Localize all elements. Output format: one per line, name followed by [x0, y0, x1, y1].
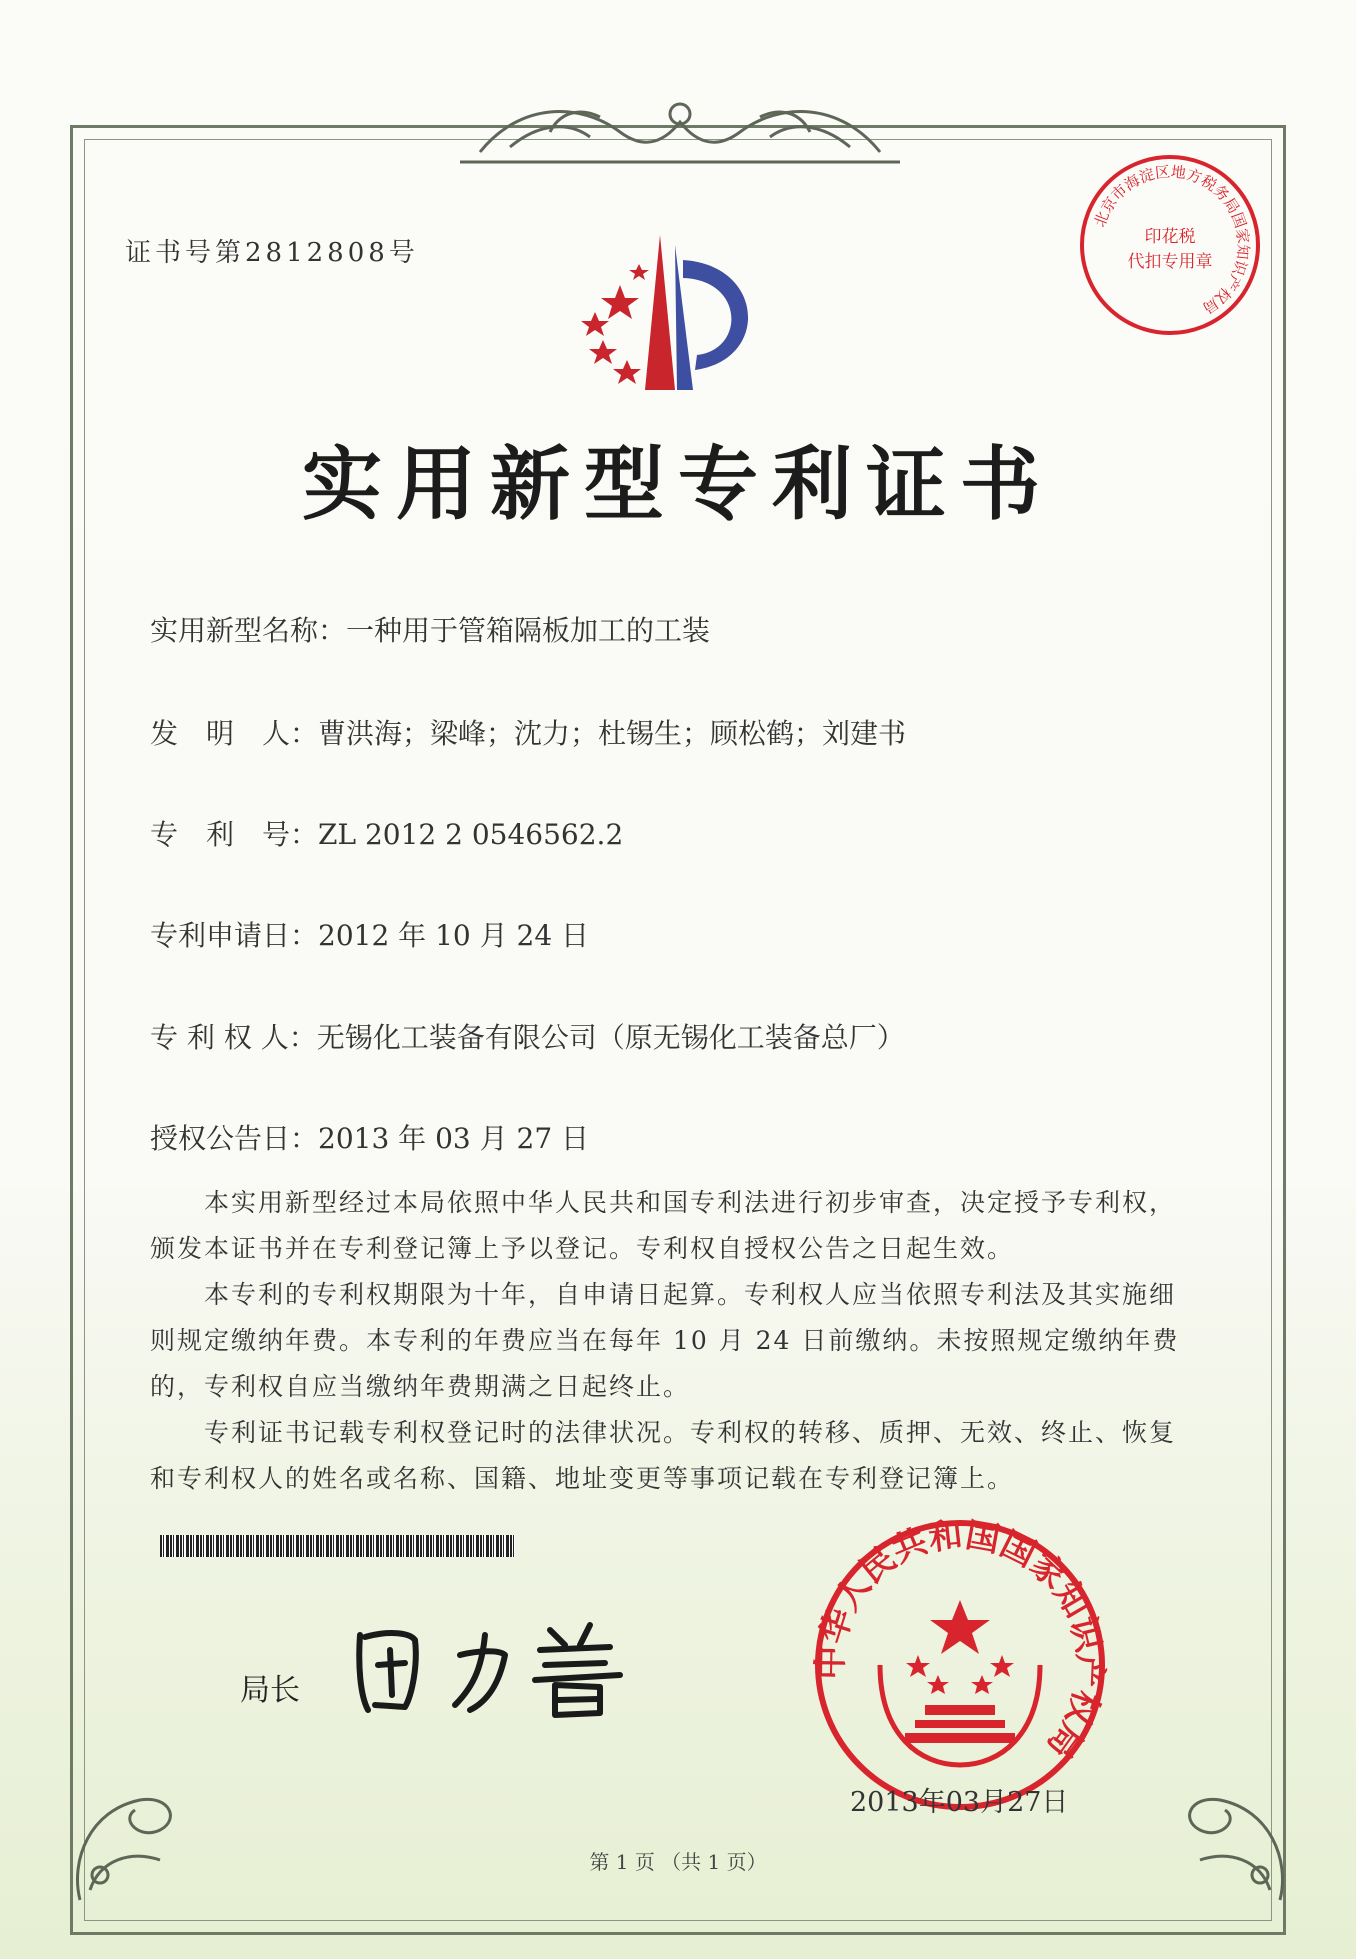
tax-stamp — [1075, 150, 1265, 340]
field-application-date — [150, 914, 589, 954]
barcode — [160, 1535, 515, 1557]
paragraph-legal-status: 专利证书记载专利权登记时的法律状况。专利权的转移、质押、无效、终止、恢复和专利权人的姓名或名称、国籍、地址变更等事项记载在专利登记簿上。 — [150, 1418, 1177, 1493]
field-value: ZL 2012 2 0546562.2 — [318, 818, 624, 851]
field-label: 发 明 人： — [150, 717, 319, 750]
paragraph-grant: 本实用新型经过本局依照中华人民共和国专利法进行初步审查，决定授予专利权，颁发本证书并在专利登记簿上予以登记。专利权自授权公告之日起生效。 — [150, 1188, 1177, 1263]
field-value: 2013 年 03 月 27 日 — [318, 1122, 590, 1155]
director-title: 局长 — [240, 1673, 300, 1708]
bottom-left-ornament — [60, 1750, 200, 1910]
field-label: 授权公告日： — [150, 1122, 319, 1155]
page-number: 第 1 页 （共 1 页） — [589, 1850, 767, 1874]
certificate-title: 实用新型专利证书 — [302, 438, 1054, 531]
seal-date: 2013年03月27日 — [850, 1787, 1069, 1818]
field-value: 2012 年 10 月 24 日 — [318, 919, 590, 952]
paragraph-term: 本专利的专利权期限为十年，自申请日起算。专利权人应当依照专利法及其实施细则规定缴纳年费。本专利的年费应当在每年 10 月 24 日前缴纳。未按照规定缴纳年费的，专利权自应当缴纳年费期满之日起终止。 — [150, 1280, 1180, 1401]
top-ornament — [460, 92, 900, 172]
field-label: 实用新型名称： — [150, 614, 347, 647]
field-value: 一种用于管箱隔板加工的工装 — [346, 614, 711, 647]
field-label: 专 利 号： — [150, 818, 319, 851]
office-seal-text: 中华人民共和国国家知识产权局 — [810, 1515, 1110, 1766]
field-value: 曹洪海；梁峰；沈力；杜锡生；顾松鹤；刘建书 — [318, 717, 907, 750]
field-label: 专利申请日： — [150, 919, 319, 952]
field-patent-number — [150, 813, 623, 853]
bottom-right-ornament — [1160, 1750, 1300, 1910]
field-inventors — [150, 712, 906, 752]
tax-stamp-inner-2: 代扣专用章 — [1127, 252, 1213, 272]
certificate-number: 证书号第2812808号 — [125, 238, 419, 268]
field-grant-date — [150, 1117, 589, 1157]
field-patentee — [150, 1016, 905, 1056]
field-utility-model-name — [150, 609, 710, 649]
patent-office-logo — [565, 230, 775, 395]
field-label: 专 利 权 人： — [150, 1021, 317, 1054]
tax-stamp-inner-1: 印花税 — [1144, 227, 1196, 247]
tax-stamp-outer-text: 北京市海淀区地方税务局国家知识产权局 — [1090, 162, 1253, 318]
director-signature — [350, 1615, 650, 1725]
field-value: 无锡化工装备有限公司（原无锡化工装备总厂） — [316, 1021, 905, 1054]
office-seal — [810, 1515, 1110, 1815]
